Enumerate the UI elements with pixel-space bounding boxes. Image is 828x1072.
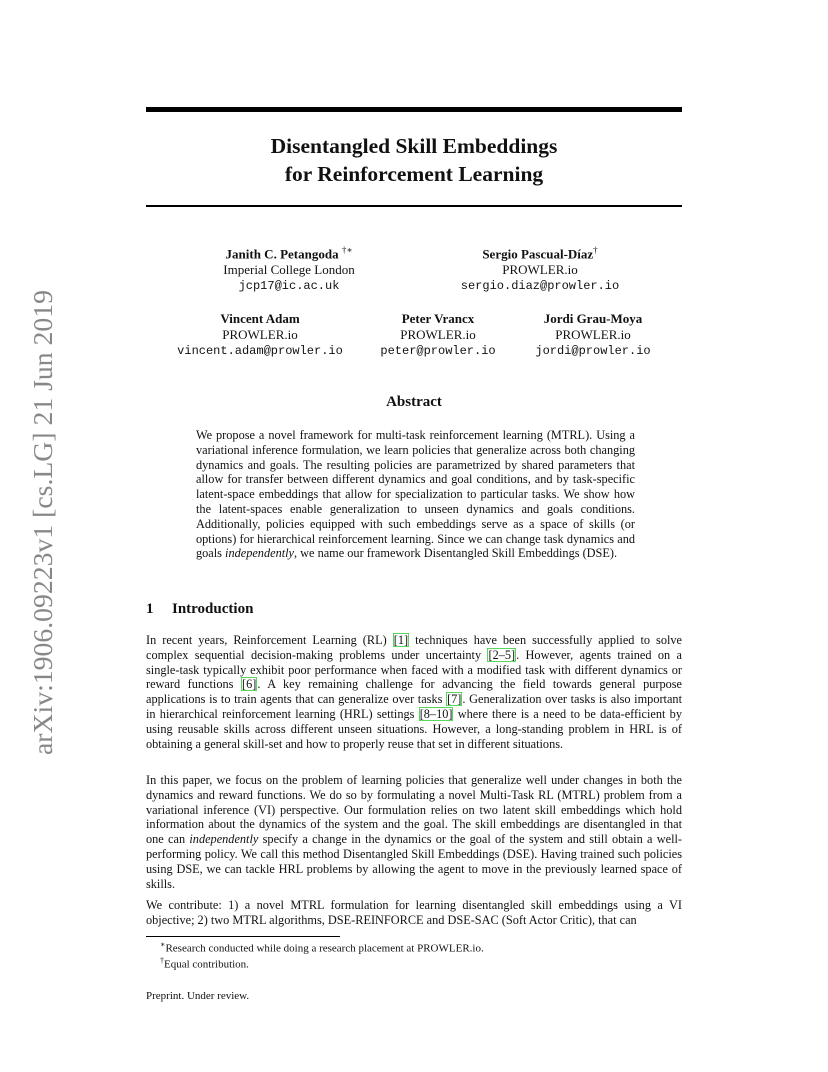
footnote-2: †Equal contribution. <box>160 956 249 971</box>
intro-paragraph-1: In recent years, Reinforcement Learning (RL) [1] techniques have been successfully applied to solve complex sequential decision-making problems under uncertainty [2–5]. However, agents trained on a single-task typically exhibit poor performance when faced with a modified task with different dynamics or reward functions [6]. A key remaining challenge for advancing the field towards general purpose applications is to train agents that can generalize over tasks [7]. Generalization over tasks is also important in hierarchical reinforcement learning (HRL) settings [8–10] where there is a need to be data-efficient by using reusable skills across different unseen situations. However, a long-standing problem in HRL is of obtaining a general skill-set and how to properly reuse that set in different situations. <box>146 633 682 751</box>
author-name: Vincent Adam <box>220 311 300 326</box>
citation-link[interactable]: [6] <box>241 677 257 692</box>
footnote-1: ∗Research conducted while doing a research placement at PROWLER.io. <box>160 940 484 955</box>
author-affiliation: PROWLER.io <box>400 327 476 342</box>
author-block-5 <box>525 311 661 359</box>
author-email: jcp17@ic.ac.uk <box>238 279 340 294</box>
arxiv-identifier: arXiv:1906.09223v1 [cs.LG] 21 Jun 2019 <box>27 293 58 755</box>
preprint-note: Preprint. Under review. <box>146 990 250 1002</box>
title-line-2: for Reinforcement Learning <box>284 162 544 186</box>
intro-paragraph-2: In this paper, we focus on the problem of learning policies that generalize well under changes in both the dynamics and reward functions. We do so by formulating a novel Multi-Task RL (MTRL) problem from a variational inference (VI) perspective. Our formulation relies on two latent skill embeddings which hold information about the dynamics of the system and the goal. The skill embeddings are disentangled in that one can independently specify a change in the dynamics or the goal of the system and still obtain a well-performing policy. We call this method Disentangled Skill Embeddings (DSE). Having trained such policies using DSE, we can tackle HRL problems by allowing the agent to move in the previously learned space of skills. <box>146 773 683 891</box>
author-affiliation: PROWLER.io <box>555 327 631 342</box>
paper-title <box>146 132 682 188</box>
author-email: peter@prowler.io <box>380 344 496 358</box>
author-block-4 <box>372 311 504 359</box>
author-email: jordi@prowler.io <box>535 344 651 358</box>
footnote-rule <box>146 936 340 937</box>
section-title: Introduction <box>172 601 254 617</box>
author-mark: †∗ <box>341 245 353 255</box>
section-number: 1 <box>146 601 154 617</box>
footnote-mark: ∗ <box>160 940 166 949</box>
author-block-3 <box>170 311 350 359</box>
section-heading <box>146 601 253 618</box>
author-affiliation: PROWLER.io <box>222 327 298 342</box>
author-email: sergio.diaz@prowler.io <box>460 279 620 294</box>
citation-link[interactable]: [2–5] <box>488 647 516 662</box>
author-name: Sergio Pascual-Díaz† <box>482 245 598 262</box>
author-mark: † <box>593 245 598 255</box>
arxiv-stamp-svg <box>8 290 68 760</box>
author-name: Jordi Grau-Moya <box>543 311 643 326</box>
abstract-emphasis: independently <box>225 546 295 561</box>
abstract-heading: Abstract <box>386 394 442 410</box>
author-email: vincent.adam@prowler.io <box>177 344 343 358</box>
author-block-1 <box>200 242 378 294</box>
author-name: Janith C. Petangoda †∗ <box>225 245 353 262</box>
title-rule-bottom <box>146 205 682 207</box>
author-affiliation: Imperial College London <box>223 262 355 278</box>
author-name: Peter Vrancx <box>401 311 475 326</box>
citation-link[interactable]: [1] <box>393 633 409 647</box>
intro-paragraph-3: We contribute: 1) a novel MTRL formulation for learning disentangled skill embeddings using a VI objective; 2) two MTRL algorithms, DSE-REINFORCE and DSE-SAC (Soft Actor Critic), that can <box>146 898 682 927</box>
citation-link[interactable]: [7] <box>447 692 462 707</box>
title-line-1: Disentangled Skill Embeddings <box>270 134 558 158</box>
paragraph-emphasis: independently <box>189 832 259 847</box>
author-block-2 <box>430 242 650 294</box>
citation-link[interactable]: [8–10] <box>419 706 453 721</box>
footnote-mark: † <box>160 956 164 965</box>
arxiv-side-stamp <box>8 290 68 760</box>
author-affiliation: PROWLER.io <box>502 262 578 278</box>
title-rule-top <box>146 107 682 112</box>
abstract-text: We propose a novel framework for multi-task reinforcement learning (MTRL). Using a variational inference formulation, we learn policies that generalize across both changing dynamics and goals. The resulting policies are parametrized by shared parameters that allow for transfer between different dynamics and goal conditions, and by task-specific latent-space embeddings that allow for specialization to particular tasks. We show how the latent-spaces enable generalization to unseen dynamics and goals conditions. Additionally, policies equipped with such embeddings serve as a space of skills (or options) for hierarchical reinforcement learning. Since we can change task dynamics and goals independently, we name our framework Disentangled Skill Embeddings (DSE). <box>196 428 635 561</box>
